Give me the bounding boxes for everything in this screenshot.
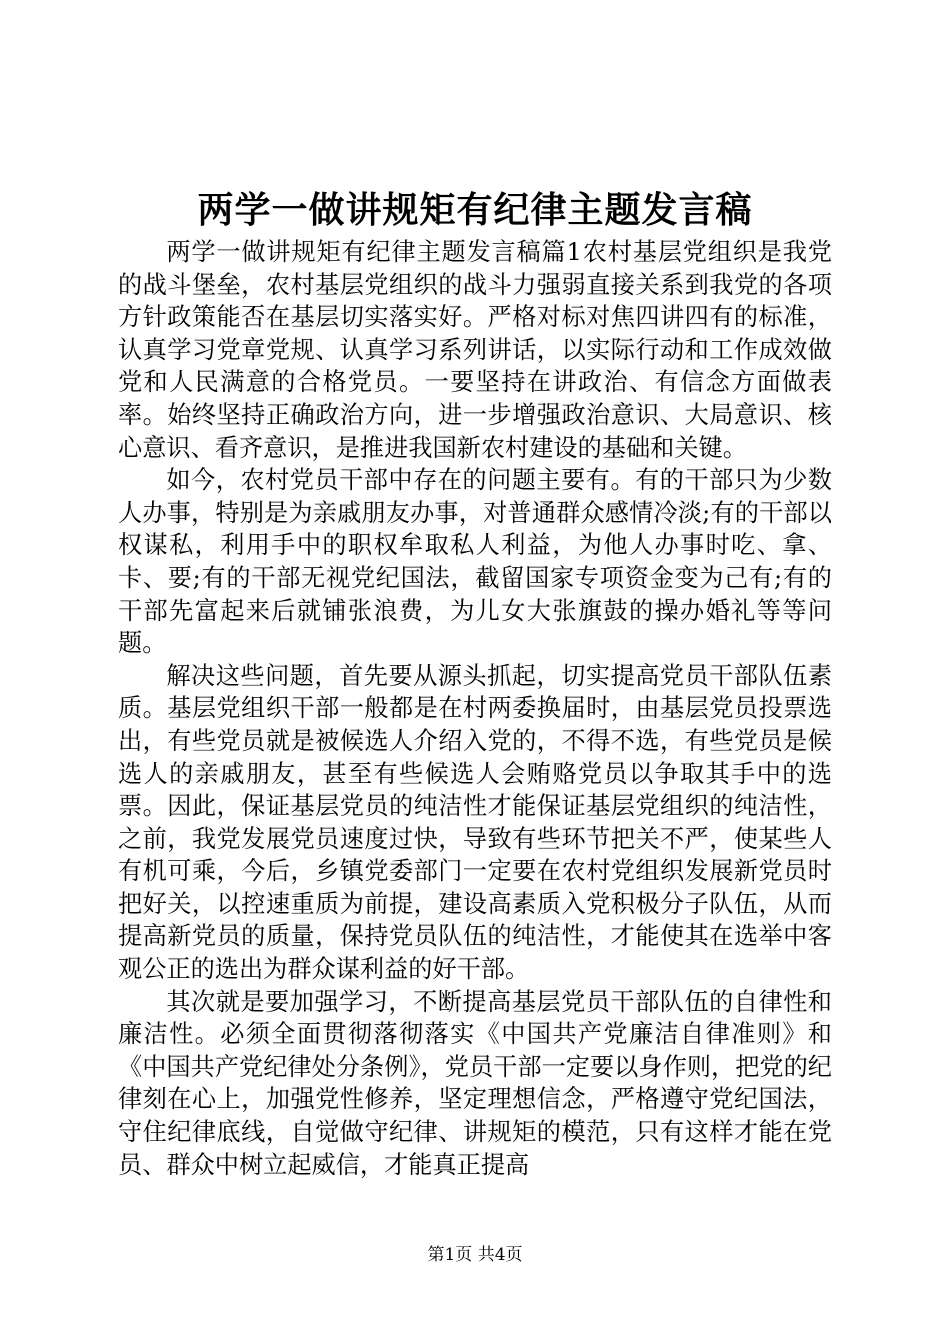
paragraph-2: 如今，农村党员干部中存在的问题主要有。有的干部只为少数人办事，特别是为亲戚朋友办事，对普通群众感情冷淡;有的干部以权谋私，利用手中的职权牟取私人利益，为他人办事时吃、拿、卡、要;有的干部无视党纪国法，截留国家专项资金变为己有;有的干部先富起来后就铺张浪费，为儿女大张旗鼓的操办婚礼等等问题。 [118, 466, 832, 658]
page-footer: 第1页 共4页 [427, 1245, 523, 1265]
paragraph-3: 解决这些问题，首先要从源头抓起，切实提高党员干部队伍素质。基层党组织干部一般都是在村两委换届时，由基层党员投票选出，有些党员就是被候选人介绍入党的，不得不选，有些党员是候选人的亲戚朋友，甚至有些候选人会贿赂党员以争取其手中的选票。因此，保证基层党员的纯洁性才能保证基层党组织的纯洁性，之前，我党发展党员速度过快，导致有些环节把关不严，使某些人有机可乘，今后，乡镇党委部门一定要在农村党组织发展新党员时把好关，以控速重质为前提，建设高素质入党积极分子队伍，从而提高新党员的质量，保持党员队伍的纯洁性，才能使其在选举中客观公正的选出为群众谋利益的好干部。 [118, 661, 832, 984]
document-title: 两学一做讲规矩有纪律主题发言稿 [197, 189, 753, 231]
paragraph-1: 两学一做讲规矩有纪律主题发言稿篇1农村基层党组织是我党的战斗堡垒，农村基层党组织的战斗力强弱直接关系到我党的各项方针政策能否在基层切实落实好。严格对标对焦四讲四有的标准，认真学习党章党规、认真学习系列讲话，以实际行动和工作成效做党和人民满意的合格党员。一要坚持在讲政治、有信念方面做表率。始终坚持正确政治方向，进一步增强政治意识、大局意识、核心意识、看齐意识，是推进我国新农村建设的基础和关键。 [118, 238, 832, 462]
paragraph-4: 其次就是要加强学习，不断提高基层党员干部队伍的自律性和廉洁性。必须全面贯彻落彻落实《中国共产党廉洁自律准则》和《中国共产党纪律处分条例》，党员干部一定要以身作则，把党的纪律刻在心上，加强党性修养，坚定理想信念，严格遵守党纪国法，守住纪律底线，自觉做守纪律、讲规矩的模范，只有这样才能在党员、群众中树立起威信，才能真正提高 [118, 987, 832, 1179]
document-body [118, 236, 832, 1186]
